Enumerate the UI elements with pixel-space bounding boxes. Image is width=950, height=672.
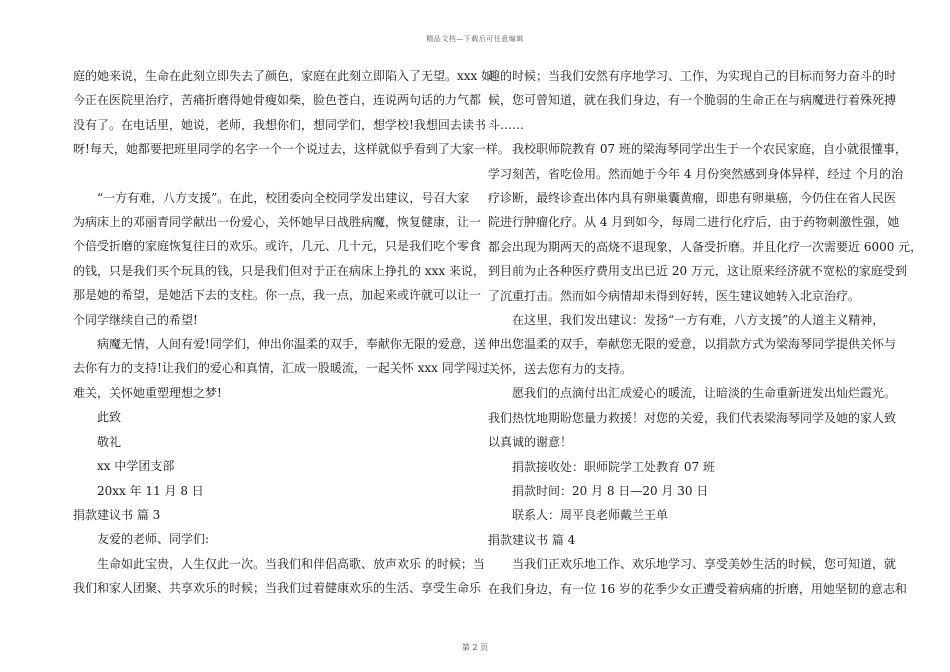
- text-line: 敬礼: [97, 434, 122, 449]
- text-line: 我们热忱地期盼您量力救援！对您的关爱，我们代表梁海琴同学及她的家人致: [488, 410, 897, 425]
- text-line: 关怀，送去您有力的支持。: [488, 361, 633, 376]
- text-line: 难关，关怀她重塑理想之梦!: [73, 385, 222, 400]
- page-number: 第 2 页: [461, 643, 489, 652]
- text-line: 候，您可曾知道，就在我们身边，有一个脆弱的生命正在与病魔进行着殊死搏: [488, 93, 897, 108]
- text-line: 此致: [97, 410, 122, 425]
- text-line: 当我们正欢乐地工作、欢乐地学习、享受美妙生活的时候，您可知道，就: [512, 557, 897, 572]
- text-line: 没有了。在电话里，她说，老师，我想你们，想同学们，想学校!我想回去读书: [73, 117, 486, 132]
- text-line: 庭的她来说，生命在此刻立即失去了颜色，家庭在此刻立即陷入了无望。xxx 如: [73, 69, 494, 83]
- text-line: 学习刻苦，省吃俭用。然而她于今年 4 月份突然感到身体异样，经过 个月的治: [488, 166, 904, 181]
- text-line: 疗诊断，最终诊查出体内具有卵巢囊黄瘤，即患有卵巢癌，今仍住在省人民医: [488, 191, 897, 206]
- text-line: 20xx 年 11 月 8 日: [97, 483, 204, 498]
- text-line: 我校职师院教育 07 班的梁海琴同学出生于一个农民家庭，自小就很懂事，: [512, 142, 907, 157]
- text-line: xx 中学团支部: [97, 459, 175, 474]
- text-line: 生命如此宝贵，人生仅此一次。当我们和伴侣高歌、放声欢乐 的时候；当: [97, 556, 485, 571]
- text-line: 在这里，我们发出建议：发扬“一方有难，八方支援”的人道主义精神，: [512, 313, 885, 328]
- text-line: 趣的时候；当我们安然有序地学习、工作，为实现自己的目标而努力奋斗的时: [488, 69, 897, 83]
- text-line: 今正在医院里治疗，苦痛折磨得她骨瘦如柴，脸色苍白，连说两句话的力气都: [73, 93, 482, 108]
- text-line: “一方有难，八方支援”。在此，校团委向全校同学发出建议，号召大家: [97, 190, 470, 205]
- text-line: 到目前为止各种医疗费用支出已近 20 万元，这让原来经济就不宽松的家庭受到: [488, 264, 907, 279]
- text-line: 伸出您温柔的双手，奉献您无限的爱意，以捐款方式为梁海琴同学提供关怀与: [488, 337, 897, 352]
- left-column: [73, 64, 510, 601]
- text-line: 的钱，只是我们买个玩具的钱，只是我们但对于正在病床上挣扎的 xxx 来说，: [73, 263, 485, 278]
- text-line: 为病床上的邓丽青同学献出一份爱心，关怀她早日战胜病魔，恢复健康，让一: [73, 215, 482, 230]
- text-line: 愿我们的点滴付出汇成爱心的暖流，让暗淡的生命重新迸发出灿烂霞光。: [512, 386, 897, 401]
- text-line: 捐款建议书 篇 3: [73, 507, 161, 522]
- text-line: 斗……: [488, 117, 525, 132]
- text-line: 在我们身边，有一位 16 岁的花季少女正遭受着病痛的折磨，用她坚韧的意志和: [488, 581, 907, 596]
- text-line: 去你有力的支持!让我们的爱心和真情，汇成一股暖流，一起关怀 xxx 同学闯过: [73, 361, 490, 376]
- text-line: 捐款接收处：职师院学工处教育 07 班: [512, 459, 715, 474]
- text-line: 院进行肿瘤化疗。从 4 月到如今，每周二进行化疗后，由于药物刺激性强，她: [488, 215, 900, 230]
- text-line: 个倍受折磨的家庭恢复往日的欢乐。或许，几元、几十元，只是我们吃个零食: [73, 239, 482, 254]
- text-line: 联系人：周平良老师戴兰王单: [512, 508, 669, 523]
- text-line: 捐款建议书 篇 4: [488, 532, 576, 547]
- text-line: 病魔无情，人间有爱!同学们，伸出你温柔的双手，奉献你无限的爱意，送: [97, 337, 486, 352]
- text-line: 我们和家人团聚、共享欢乐的时候；当我们过着健康欢乐的生活、享受生命乐: [73, 581, 482, 596]
- text-line: 个同学继续自己的希望!: [73, 312, 198, 327]
- page-header: 精品文档—下载后可任意编辑: [426, 35, 524, 43]
- text-line: 友爱的老师、同学们:: [97, 532, 210, 547]
- text-line: 那是她的希望，是她活下去的支柱。你一点，我一点，加起来或许就可以让一: [73, 288, 482, 303]
- text-line: 了沉重打击。然而如今病情却未得到好转，医生建议她转入北京治疗。: [488, 288, 861, 303]
- right-column: [488, 64, 923, 601]
- text-line: 呀!每天，她都要把班里同学的名字一个一个说过去，这样就似乎看到了大家一样。: [73, 142, 510, 157]
- text-line: 以真诚的谢意！: [488, 435, 573, 450]
- text-line: 捐款时间：20 月 8 日—20 月 30 日: [512, 483, 709, 498]
- text-line: 都会出现为期两天的高烧不退现象，人备受折磨。并且化疗一次需要近 6000 元，: [488, 239, 923, 254]
